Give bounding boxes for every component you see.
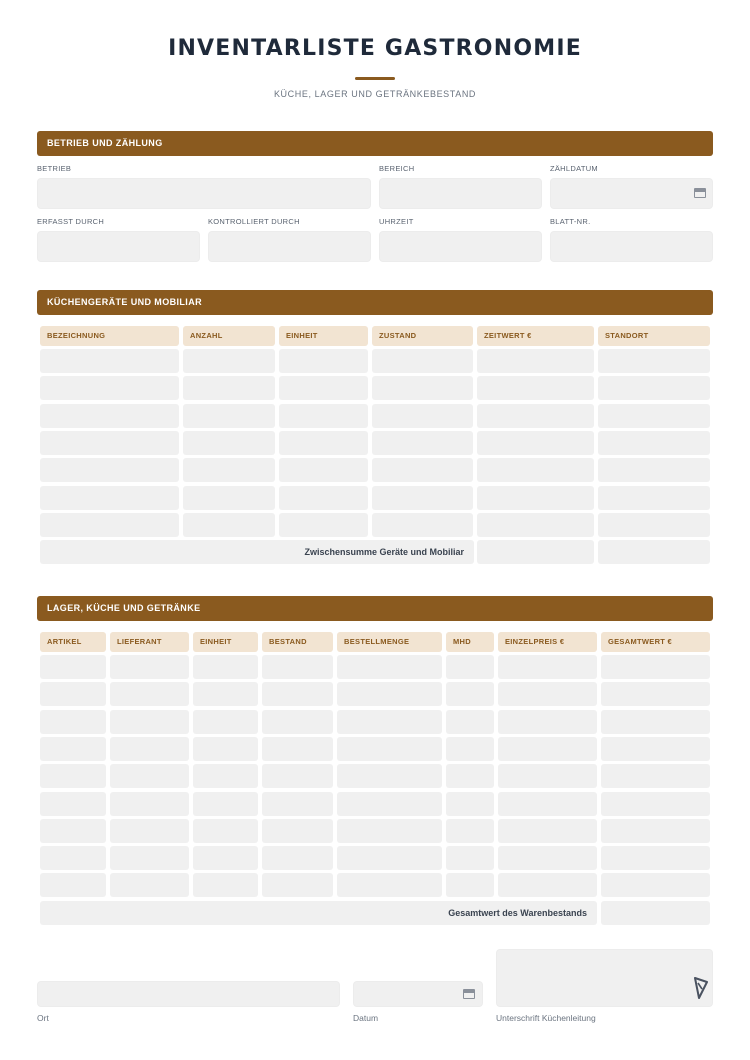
column-header: ZEITWERT € <box>477 326 594 346</box>
table-cell[interactable] <box>598 458 710 482</box>
table-cell[interactable] <box>498 682 597 706</box>
column-header: STANDORT <box>598 326 710 346</box>
table-cell[interactable] <box>193 655 258 679</box>
table-cell[interactable] <box>110 710 189 734</box>
table-cell[interactable] <box>372 458 473 482</box>
section-header-betrieb: BETRIEB UND ZÄHLUNG <box>37 131 713 156</box>
label-blatt: BLATT-NR. <box>550 217 591 226</box>
table-cell[interactable] <box>598 404 710 428</box>
label-bereich: BEREICH <box>379 164 415 173</box>
table-cell[interactable] <box>193 873 258 897</box>
column-header: ZUSTAND <box>372 326 473 346</box>
table-cell[interactable] <box>498 819 597 843</box>
table-cell[interactable] <box>40 376 179 400</box>
table-cell[interactable] <box>498 792 597 816</box>
column-header: ANZAHL <box>183 326 275 346</box>
bereich-field[interactable] <box>379 178 542 209</box>
table-cell[interactable] <box>40 682 106 706</box>
table-cell[interactable] <box>477 404 594 428</box>
table-cell[interactable] <box>372 349 473 373</box>
table-cell[interactable] <box>601 764 710 788</box>
table-cell[interactable] <box>446 792 494 816</box>
table-cell[interactable] <box>601 737 710 761</box>
column-header: BESTAND <box>262 632 333 652</box>
table-cell[interactable] <box>183 349 275 373</box>
table-cell[interactable] <box>372 513 473 537</box>
signature-field[interactable] <box>496 949 713 1007</box>
column-header: MHD <box>446 632 494 652</box>
table-cell[interactable] <box>40 764 106 788</box>
table-cell[interactable] <box>279 404 368 428</box>
table-cell[interactable] <box>110 682 189 706</box>
label-erfasst: ERFASST DURCH <box>37 217 105 226</box>
table-cell[interactable] <box>498 655 597 679</box>
table-cell[interactable] <box>372 404 473 428</box>
column-header: EINHEIT <box>193 632 258 652</box>
zaehldatum-field[interactable] <box>550 178 713 209</box>
table-cell[interactable] <box>477 376 594 400</box>
table-cell[interactable] <box>601 846 710 870</box>
table-cell[interactable] <box>40 458 179 482</box>
title-divider <box>355 77 395 80</box>
table-cell[interactable] <box>183 404 275 428</box>
table-cell[interactable] <box>193 846 258 870</box>
table-cell[interactable] <box>262 819 333 843</box>
table-cell[interactable] <box>262 792 333 816</box>
table-cell[interactable] <box>183 458 275 482</box>
table-cell[interactable] <box>40 792 106 816</box>
table-cell[interactable] <box>446 682 494 706</box>
table-cell[interactable] <box>337 873 442 897</box>
table-cell[interactable] <box>372 486 473 510</box>
table-cell[interactable] <box>193 764 258 788</box>
column-header: BEZEICHNUNG <box>40 326 179 346</box>
table-cell[interactable] <box>601 710 710 734</box>
table-cell[interactable] <box>598 486 710 510</box>
table-cell[interactable] <box>193 792 258 816</box>
table-cell[interactable] <box>110 792 189 816</box>
pen-icon <box>693 977 709 1001</box>
sum-label: Zwischensumme Geräte und Mobiliar <box>40 540 474 564</box>
table-cell[interactable] <box>601 792 710 816</box>
table-cell[interactable] <box>477 486 594 510</box>
column-header: ARTIKEL <box>40 632 106 652</box>
table-cell[interactable] <box>498 710 597 734</box>
table-cell[interactable] <box>337 764 442 788</box>
table-cell[interactable] <box>498 737 597 761</box>
page-title: INVENTARLISTE GASTRONOMIE <box>168 36 582 61</box>
table-cell[interactable] <box>477 458 594 482</box>
total-value-cell[interactable] <box>601 901 710 925</box>
table-cell[interactable] <box>40 404 179 428</box>
table-cell[interactable] <box>279 376 368 400</box>
column-header: GESAMTWERT € <box>601 632 710 652</box>
table-cell[interactable] <box>337 682 442 706</box>
kontrolliert-field[interactable] <box>208 231 371 262</box>
table-cell[interactable] <box>372 431 473 455</box>
table-cell[interactable] <box>262 846 333 870</box>
calendar-icon[interactable] <box>463 989 475 999</box>
section-header-lager: LAGER, KÜCHE UND GETRÄNKE <box>37 596 713 621</box>
label-datum: Datum <box>353 1013 379 1023</box>
table-cell[interactable] <box>40 846 106 870</box>
table-cell[interactable] <box>183 376 275 400</box>
column-header: LIEFERANT <box>110 632 189 652</box>
table-cell[interactable] <box>110 819 189 843</box>
table-cell[interactable] <box>477 431 594 455</box>
table-cell[interactable] <box>498 764 597 788</box>
ort-field[interactable] <box>37 981 340 1007</box>
subtotal-value-cell[interactable] <box>598 540 710 564</box>
table-cell[interactable] <box>110 764 189 788</box>
table-cell[interactable] <box>262 655 333 679</box>
table-cell[interactable] <box>40 873 106 897</box>
subtotal-value-cell[interactable] <box>477 540 594 564</box>
table-cell[interactable] <box>193 682 258 706</box>
table-cell[interactable] <box>110 655 189 679</box>
table-cell[interactable] <box>598 513 710 537</box>
table-cell[interactable] <box>446 655 494 679</box>
table-cell[interactable] <box>40 513 179 537</box>
table-cell[interactable] <box>372 376 473 400</box>
table-cell[interactable] <box>40 737 106 761</box>
label-zaehldatum: ZÄHLDATUM <box>550 164 598 173</box>
table-cell[interactable] <box>110 846 189 870</box>
table-cell[interactable] <box>193 737 258 761</box>
table-cell[interactable] <box>446 764 494 788</box>
erfasst-field[interactable] <box>37 231 200 262</box>
betrieb-field[interactable] <box>37 178 371 209</box>
table-cell[interactable] <box>446 873 494 897</box>
table-cell[interactable] <box>40 710 106 734</box>
table-cell[interactable] <box>601 655 710 679</box>
table-cell[interactable] <box>337 710 442 734</box>
table-cell[interactable] <box>279 486 368 510</box>
label-betrieb: BETRIEB <box>37 164 72 173</box>
table-cell[interactable] <box>40 486 179 510</box>
label-ort: Ort <box>37 1013 49 1023</box>
table-cell[interactable] <box>601 819 710 843</box>
column-header: EINZELPREIS € <box>498 632 597 652</box>
table-cell[interactable] <box>498 846 597 870</box>
table-cell[interactable] <box>193 710 258 734</box>
label-kontrolliert: KONTROLLIERT DURCH <box>208 217 300 226</box>
table-cell[interactable] <box>193 819 258 843</box>
table-cell[interactable] <box>498 873 597 897</box>
table-cell[interactable] <box>601 873 710 897</box>
table-cell[interactable] <box>446 846 494 870</box>
table-cell[interactable] <box>446 710 494 734</box>
table-cell[interactable] <box>262 737 333 761</box>
section-header-geraete: KÜCHENGERÄTE UND MOBILIAR <box>37 290 713 315</box>
datum-field[interactable] <box>353 981 483 1007</box>
table-cell[interactable] <box>110 873 189 897</box>
table-cell[interactable] <box>598 376 710 400</box>
table-cell[interactable] <box>279 458 368 482</box>
table-cell[interactable] <box>183 486 275 510</box>
table-cell[interactable] <box>598 431 710 455</box>
table-cell[interactable] <box>477 349 594 373</box>
table-cell[interactable] <box>279 431 368 455</box>
table-cell[interactable] <box>262 710 333 734</box>
blatt-nr-field[interactable] <box>550 231 713 262</box>
column-header: BESTELLMENGE <box>337 632 442 652</box>
table-cell[interactable] <box>40 655 106 679</box>
uhrzeit-field[interactable] <box>379 231 542 262</box>
label-uhrzeit: UHRZEIT <box>379 217 414 226</box>
table-cell[interactable] <box>40 819 106 843</box>
table-cell[interactable] <box>337 655 442 679</box>
table-cell[interactable] <box>40 349 179 373</box>
table-cell[interactable] <box>262 764 333 788</box>
table-cell[interactable] <box>598 349 710 373</box>
table-cell[interactable] <box>279 513 368 537</box>
table-cell[interactable] <box>40 431 179 455</box>
table-cell[interactable] <box>337 819 442 843</box>
table-cell[interactable] <box>262 873 333 897</box>
column-header: EINHEIT <box>279 326 368 346</box>
table-cell[interactable] <box>337 737 442 761</box>
table-cell[interactable] <box>337 846 442 870</box>
table-cell[interactable] <box>446 737 494 761</box>
table-cell[interactable] <box>477 513 594 537</box>
table-cell[interactable] <box>183 513 275 537</box>
table-cell[interactable] <box>183 431 275 455</box>
table-cell[interactable] <box>446 819 494 843</box>
table-cell[interactable] <box>601 682 710 706</box>
table-cell[interactable] <box>337 792 442 816</box>
label-unterschrift: Unterschrift Küchenleitung <box>496 1013 596 1023</box>
calendar-icon[interactable] <box>694 188 706 198</box>
table-cell[interactable] <box>262 682 333 706</box>
page-subtitle: KÜCHE, LAGER UND GETRÄNKEBESTAND <box>273 89 477 99</box>
sum-label: Gesamtwert des Warenbestands <box>40 901 597 925</box>
table-cell[interactable] <box>110 737 189 761</box>
table-cell[interactable] <box>279 349 368 373</box>
